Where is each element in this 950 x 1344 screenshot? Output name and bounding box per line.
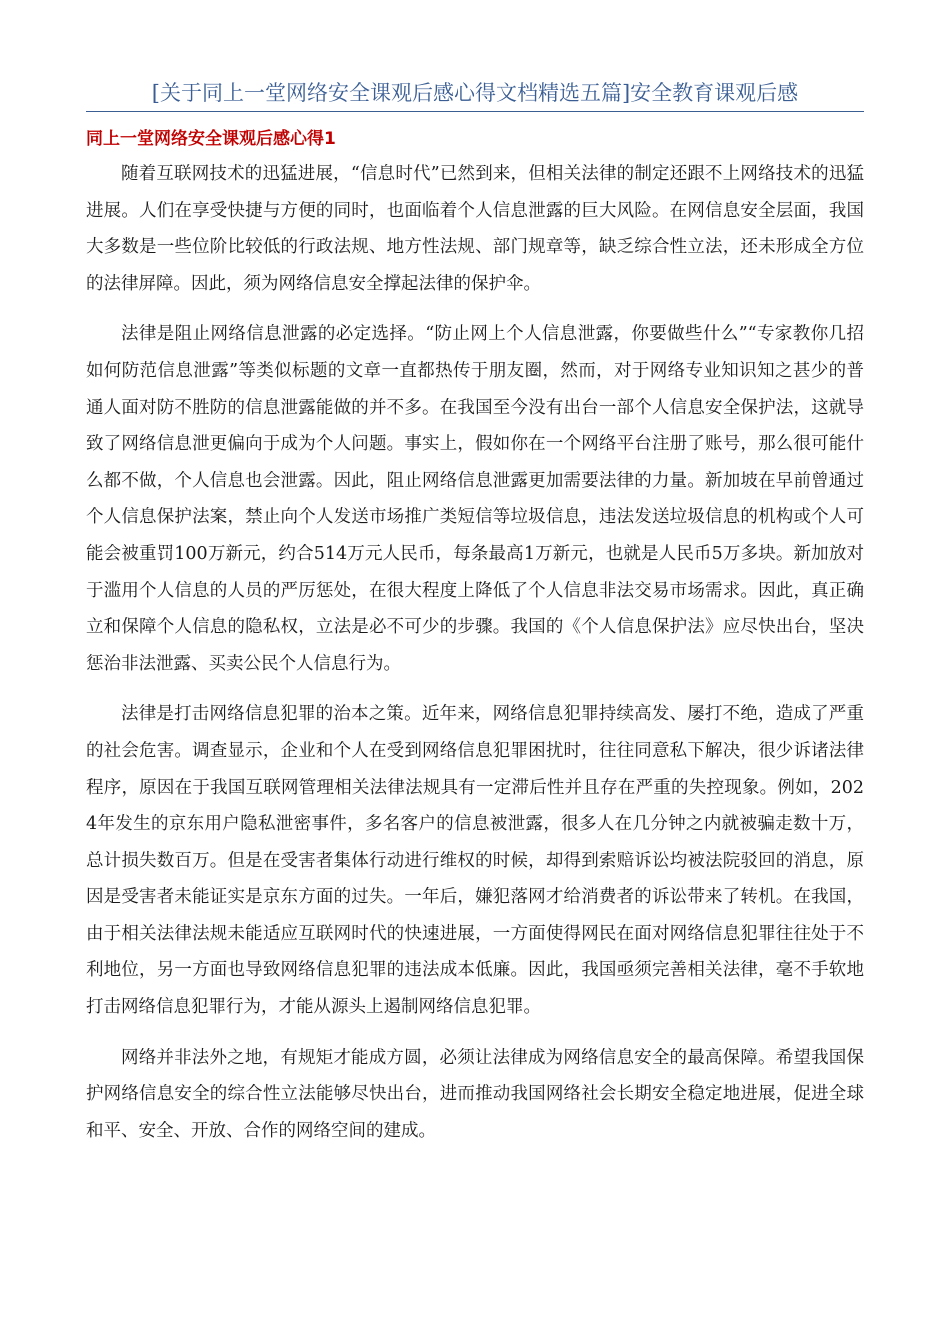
paragraph-1: 随着互联网技术的迅猛进展，“信息时代”已然到来，但相关法律的制定还跟不上网络技术的迅猛进展。人们在享受快捷与方便的同时，也面临着个人信息泄露的巨大风险。在网信息安全层面，我国大多数是一些位阶比较低的行政法规、地方性法规、部门规章等，缺乏综合性立法，还未形成全方位的法律屏障。因此，须为网络信息安全撑起法律的保护伞。 xyxy=(86,164,864,294)
paragraph-3: 法律是打击网络信息犯罪的治本之策。近年来，网络信息犯罪持续高发、屡打不绝，造成了严重的社会危害。调查显示，企业和个人在受到网络信息犯罪困扰时，往往同意私下解决，很少诉诸法律程序，原因在于我国互联网管理相关法律法规具有一定滞后性并且存在严重的失控现象。例如，2024年发生的京东用户隐私泄密事件，多名客户的信息被泄露，很多人在几分钟之内就被骗走数十万，总计损失数百万。但是在受害者集体行动进行维权的时候，却得到索赔诉讼均被法院驳回的消息，原因是受害者未能证实是京东方面的过失。一年后，嫌犯落网才给消费者的诉讼带来了转机。在我国，由于相关法律法规未能适应互联网时代的快速进展，一方面使得网民在面对网络信息犯罪往往处于不利地位，另一方面也导致网络信息犯罪的违法成本低廉。因此，我国亟须完善相关法律，毫不手软地打击网络信息犯罪行为，才能从源头上遏制网络信息犯罪。 xyxy=(86,704,864,1018)
section-heading: 同上一堂网络安全课观后感心得1 xyxy=(86,129,336,149)
paragraph-4: 网络并非法外之地，有规矩才能成方圆，必须让法律成为网络信息安全的最高保障。希望我国保护网络信息安全的综合性立法能够尽快出台，进而推动我国网络社会长期安全稳定地进展，促进全球和平、安全、开放、合作的网络空间的建成。 xyxy=(86,1047,864,1141)
paragraph-2: 法律是阻止网络信息泄露的必定选择。“防止网上个人信息泄露，你要做些什么”“专家教你几招如何防范信息泄露”等类似标题的文章一直都热传于朋友圈，然而，对于网络专业知识知之甚少的普通人面对防不胜防的信息泄露能做的并不多。在我国至今没有出台一部个人信息安全保护法，这就导致了网络信息泄更偏向于成为个人问题。事实上，假如你在一个网络平台注册了账号，那么很可能什么都不做，个人信息也会泄露。因此，阻止网络信息泄露更加需要法律的力量。新加坡在早前曾通过个人信息保护法案，禁止向个人发送市场推广类短信等垃圾信息，违法发送垃圾信息的机构或个人可能会被重罚100万新元，约合514万元人民币，每条最高1万新元，也就是人民币5万多块。新加放对于滥用个人信息的人员的严厉惩处，在很大程度上降低了个人信息非法交易市场需求。因此，真正确立和保障个人信息的隐私权，立法是必不可少的步骤。我国的《个人信息保护法》应尽快出台，坚决惩治非法泄露、买卖公民个人信息行为。 xyxy=(86,324,864,674)
document-title: [关于同上一堂网络安全课观后感心得文档精选五篇]安全教育课观后感 xyxy=(86,78,864,112)
